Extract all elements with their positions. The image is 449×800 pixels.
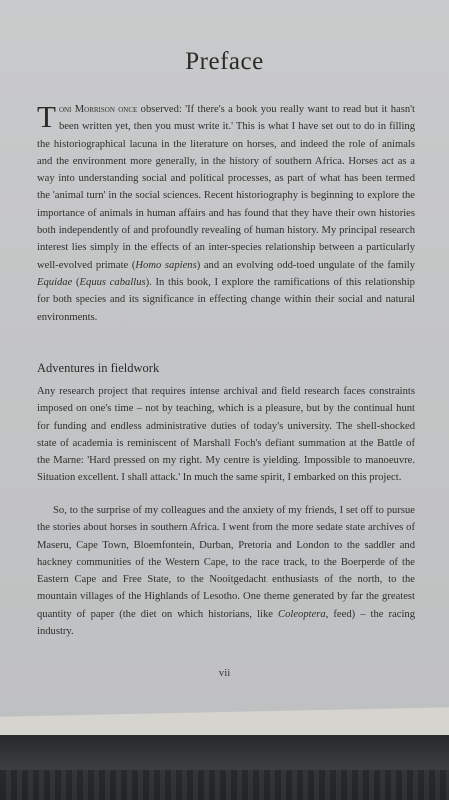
- intro-italic-homo: Homo sapiens: [135, 259, 197, 271]
- page-title: Preface: [185, 48, 264, 75]
- intro-text-c: (: [72, 276, 80, 288]
- body-paragraph-2: Any research project that requires intense archival and field research faces constraints imposed on one's time – not by teaching, which is a pleasure, but by the continual hunt for funding and endless administrative duties of today's university. The shell-shocked state of academia is reminiscent of Marshall Foch's defiant summation at the Battle of the Marne: 'Hard pressed on my right. My centre is yielding. Impossible to manoeuvre. Situation excellent. I shall attack.' In much the same spirit, I embarked on this project.: [37, 386, 415, 484]
- intro-text-d: ). In this book, I explore the ramifications of this relationship for both species and its significance in effecting change within their social and natural environments.: [37, 276, 415, 323]
- para3-italic-coleoptera: Coleoptera: [278, 608, 326, 620]
- intro-smallcaps: oni Morrison once: [58, 104, 138, 115]
- intro-italic-equidae: Equidae: [37, 276, 73, 288]
- intro-italic-equus: Equus caballus: [79, 276, 146, 288]
- intro-paragraph: [37, 101, 415, 326]
- para3-text-b: , feed) – the racing industry.: [37, 608, 415, 638]
- para3-text-a: So, to the surprise of my colleagues and the anxiety of my friends, I set off to pursue the stories about horses in southern Africa. I went from the more sedate state archives of Maseru, Cape Town, Bloemfontein, Durban, Pretoria and London to the saddler and hackney communities of the Western Cape, to the race track, to the Boerperde of the Eastern Cape and Free State, to the Nooitgedacht enthusiasts of the north, to the mountain villages of the Highlands of Lesotho. One theme generated by far the greatest quantity of paper (the diet on which historians, like: [37, 505, 415, 620]
- drop-cap: T: [37, 99, 56, 134]
- background-fabric: [0, 770, 449, 800]
- intro-text-a: observed: 'If there's a book you really want to read but it hasn't been written yet, then you must write it.' This is what I have set out to do in filling the historiographical lacuna in the literature on horses, and indeed the role of animals and the environment more generally, in the history of southern Africa. Horses act as a way into understanding social and political processes, as part of what has been termed the 'animal turn' in the social sciences. Recent historiography is beginning to explore the importance of animals in human affairs and has found that they have their own histories both independently of and profoundly revealing of human history. My principal research interest lies simply in the effects of an inter-species relationship between a particularly well-evolved primate (: [37, 104, 415, 271]
- body-paragraph-3: [37, 502, 415, 640]
- intro-text-b: ) and an evolving odd-toed ungulate of the family: [196, 259, 416, 271]
- page-number: vii: [218, 667, 231, 679]
- section-heading: Adventures in fieldwork: [37, 361, 160, 375]
